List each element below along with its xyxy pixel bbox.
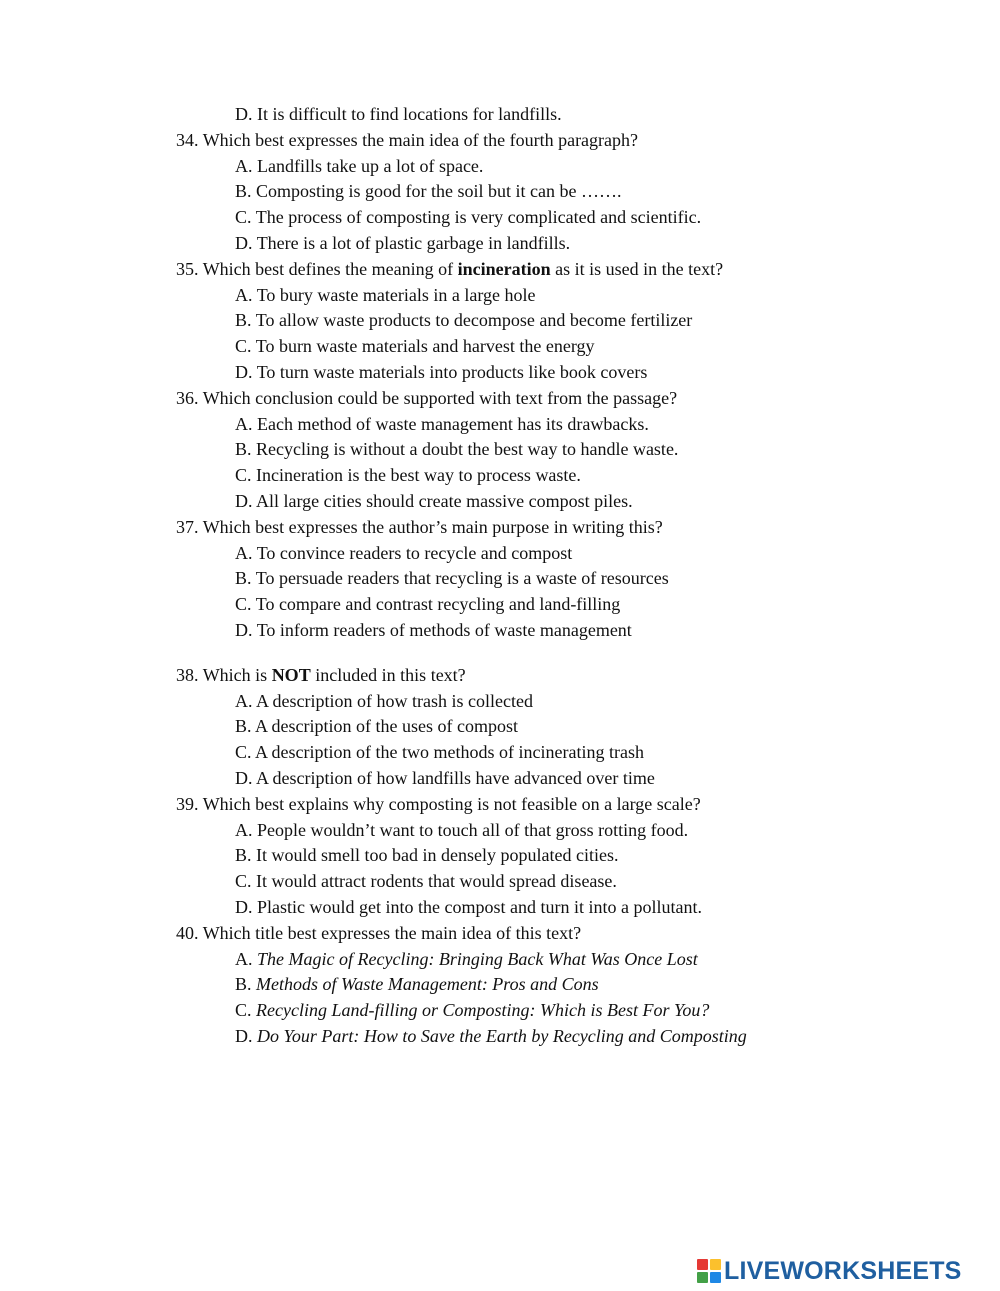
bold-term: NOT	[271, 664, 311, 685]
answer-option: A. To convince readers to recycle and compost	[235, 542, 573, 563]
spacer	[0, 644, 1000, 663]
logo-square-blue	[710, 1272, 721, 1283]
question-39-stem: 39. Which best explains why composting is not feasible on a large scale?	[176, 793, 701, 814]
logo-square-yellow	[710, 1259, 721, 1270]
answer-option: B. To persuade readers that recycling is a waste of resources	[235, 568, 669, 589]
answer-option: C. To compare and contrast recycling and land-filling	[235, 594, 621, 615]
question-37-stem: 37. Which best expresses the author’s main purpose in writing this?	[176, 516, 663, 537]
answer-option: B. To allow waste products to decompose and become fertilizer	[235, 310, 693, 331]
logo-square-red	[697, 1259, 708, 1270]
answer-option: A. People wouldn’t want to touch all of that gross rotting food.	[235, 819, 689, 840]
answer-option: A. To bury waste materials in a large hole	[235, 284, 536, 305]
answer-option: A. A description of how trash is collected	[235, 690, 533, 711]
bold-term: incineration	[457, 258, 551, 279]
liveworksheets-logo	[697, 1256, 962, 1286]
answer-option: C. To burn waste materials and harvest the energy	[235, 336, 595, 357]
answer-option: C. It would attract rodents that would spread disease.	[235, 871, 617, 892]
answer-option: A. Each method of waste management has its drawbacks.	[235, 413, 649, 434]
answer-option: B. Methods of Waste Management: Pros and Cons	[235, 974, 599, 995]
answer-option: D. It is difficult to find locations for landfills.	[235, 104, 562, 124]
answer-option: C. The process of composting is very complicated and scientific.	[235, 207, 702, 228]
answer-option: B. A description of the uses of compost	[235, 716, 518, 737]
answer-option: A. Landfills take up a lot of space.	[235, 155, 484, 176]
answer-option: C. Incineration is the best way to process waste.	[235, 465, 581, 486]
answer-option: D. A description of how landfills have advanced over time	[235, 767, 655, 788]
question-34-stem: 34. Which best expresses the main idea of the fourth paragraph?	[176, 129, 639, 150]
answer-option: D. To turn waste materials into products like book covers	[235, 361, 648, 382]
answer-option: C. Recycling Land-filling or Composting: Which is Best For You?	[235, 1000, 710, 1021]
answer-option: D. All large cities should create massive compost piles.	[235, 490, 633, 511]
answer-option: A. The Magic of Recycling: Bringing Back What Was Once Lost	[235, 948, 698, 969]
question-36-stem: 36. Which conclusion could be supported with text from the passage?	[176, 387, 678, 408]
logo-icon	[697, 1259, 721, 1283]
logo-text: LIVEWORKSHEETS	[724, 1257, 962, 1285]
answer-option: C. A description of the two methods of incinerating trash	[235, 742, 644, 763]
answer-option: B. Composting is good for the soil but it can be …….	[235, 181, 622, 202]
answer-option: D. To inform readers of methods of waste management	[235, 619, 632, 640]
logo-square-green	[697, 1272, 708, 1283]
answer-option: D. Plastic would get into the compost and turn it into a pollutant.	[235, 896, 702, 917]
answer-option: B. It would smell too bad in densely populated cities.	[235, 845, 619, 866]
answer-option: D. Do Your Part: How to Save the Earth by Recycling and Composting	[235, 1025, 747, 1046]
question-38-stem: 38. Which is NOT included in this text?	[176, 664, 466, 685]
question-35-stem: 35. Which best defines the meaning of incineration as it is used in the text?	[176, 258, 724, 279]
answer-option: B. Recycling is without a doubt the best way to handle waste.	[235, 439, 679, 460]
question-40-stem: 40. Which title best expresses the main idea of this text?	[176, 922, 582, 943]
answer-option: D. There is a lot of plastic garbage in landfills.	[235, 232, 571, 253]
worksheet-page	[0, 102, 1000, 1050]
